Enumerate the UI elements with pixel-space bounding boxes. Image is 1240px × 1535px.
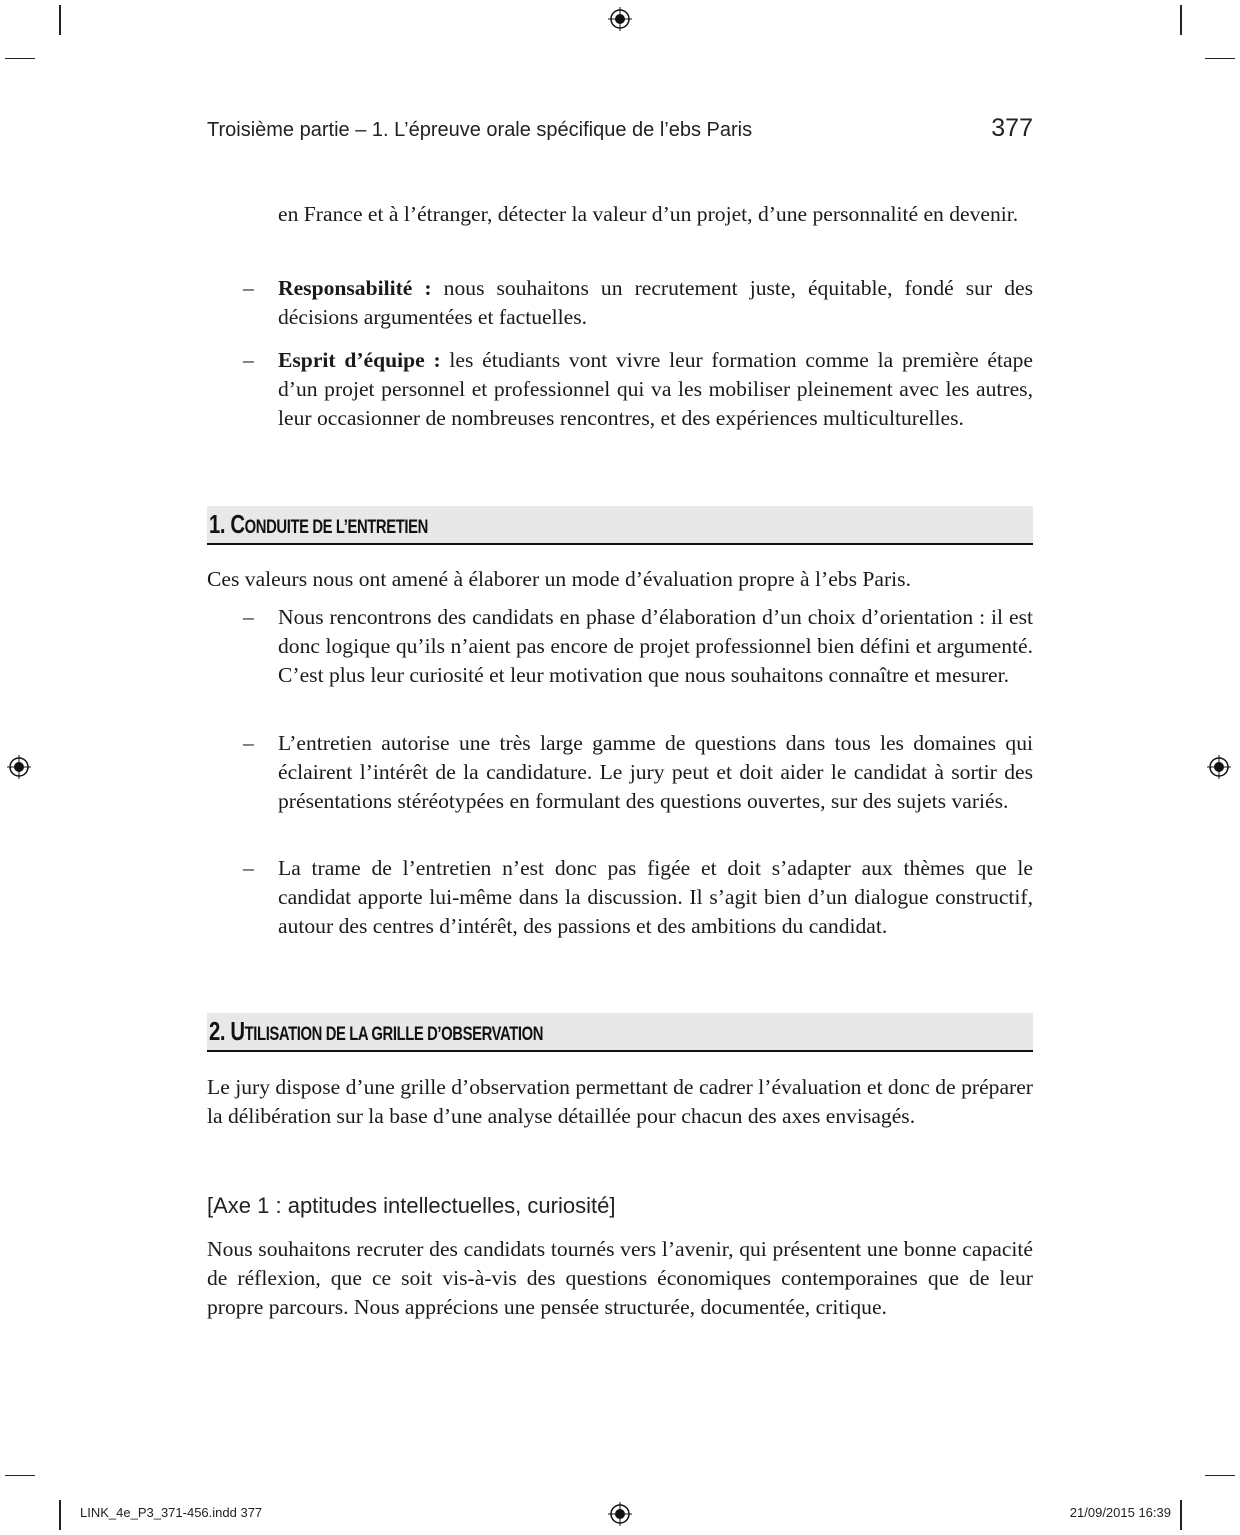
list-item <box>243 729 1033 845</box>
list-dash: – <box>243 605 254 629</box>
list-item <box>243 854 1033 970</box>
list-dash: – <box>243 731 254 755</box>
running-title: Troisième partie – 1. L’épreuve orale spécifique de l’ebs Paris <box>207 119 753 141</box>
list-item-body: nous souhaitons un recrutement juste, équitable, fondé sur des décisions argumentées et factuelles. <box>278 276 1033 329</box>
list-item-text: L’entretien autorise une très large gamme de questions dans tous les domaines qui éclairent l’intérêt de la candidature. Le jury peut et doit aider le candidat à sortir des présentations stéréotypées en formulant des questions ouvertes, sur des sujets variés. <box>278 731 1033 813</box>
list-dash: – <box>243 856 254 880</box>
section-title-rest: TILISATION DE LA GRILLE D’OBSERVATION <box>244 1024 544 1045</box>
axe-label: [Axe 1 : aptitudes intellectuelles, curiosité] <box>207 1193 616 1218</box>
continuation-paragraph: en France et à l’étranger, détecter la valeur d’un projet, d’une personnalité en devenir. <box>278 202 1019 226</box>
section-title <box>209 1016 543 1047</box>
section-title <box>209 509 428 540</box>
page-number: 377 <box>991 114 1033 142</box>
section1-intro: Ces valeurs nous ont amené à élaborer un mode d’évaluation propre à l’ebs Paris. <box>207 567 911 591</box>
list-item-term: Responsabilité : <box>278 276 432 300</box>
list-dash: – <box>243 276 254 300</box>
section-heading-2 <box>207 1013 1033 1052</box>
list-item-body: les étudiants vont vivre leur formation comme la première étape d’un projet personnel et professionnel qui va les mobiliser pleinement avec les autres, leur occasionner de nombreuses rencontres, et des expériences multiculturelles. <box>278 348 1033 430</box>
section-heading-1 <box>207 506 1033 545</box>
list-item <box>243 346 1033 462</box>
list-item-text <box>278 274 1033 332</box>
running-header <box>207 114 1033 147</box>
section2-intro: Le jury dispose d’une grille d’observation permettant de cadrer l’évaluation et donc de préparer la délibération sur la base d’une analyse détaillée pour chacun des axes envisagés. <box>207 1075 1033 1128</box>
crop-mark <box>1205 58 1235 59</box>
list-dash: – <box>243 348 254 372</box>
crop-mark <box>1205 1475 1235 1476</box>
section-title-rest: ONDUITE DE L’ENTRETIEN <box>244 517 428 538</box>
list-item-term: Esprit d’équipe : <box>278 348 441 372</box>
section-title-initial: U <box>230 1016 245 1046</box>
footer-file: LINK_4e_P3_371-456.indd 377 <box>80 1505 263 1520</box>
crop-mark <box>1180 5 1182 35</box>
crop-mark <box>5 58 35 59</box>
axe-paragraph: Nous souhaitons recruter des candidats tournés vers l’avenir, qui présentent une bonne capacité de réflexion, que ce soit vis-à-vis des questions économiques contemporaines que de leur propre parcours. Nous apprécions une pensée structurée, documentée, critique. <box>207 1237 1033 1319</box>
registration-mark-icon <box>608 1502 632 1526</box>
section-number: 1. <box>209 509 231 539</box>
section-title-initial: C <box>230 509 245 539</box>
list-item-text: La trame de l’entretien n’est donc pas figée et doit s’adapter aux thèmes que le candidat apporte lui-même dans la discussion. Il s’agit bien d’un dialogue constructif, autour des centres d’intérêt, des passions et des ambitions du candidat. <box>278 856 1033 938</box>
crop-mark <box>59 1500 61 1530</box>
list-item <box>243 274 1033 332</box>
registration-mark-icon <box>1207 755 1231 779</box>
list-item-text: Nous rencontrons des candidats en phase d’élaboration d’un choix d’orientation : il est donc logique qu’ils n’aient pas encore de projet professionnel bien défini et argumenté. C’est plus leur curiosité et leur motivation que nous souhaitons connaître et mesurer. <box>278 605 1033 687</box>
section-number: 2. <box>209 1016 231 1046</box>
crop-mark <box>59 5 61 35</box>
registration-mark-icon <box>7 755 31 779</box>
list-item <box>243 603 1033 719</box>
crop-mark <box>1180 1500 1182 1530</box>
crop-mark <box>5 1475 35 1476</box>
list-item-text <box>278 346 1033 433</box>
footer-date: 21/09/2015 16:39 <box>1069 1505 1171 1520</box>
registration-mark-icon <box>608 7 632 31</box>
